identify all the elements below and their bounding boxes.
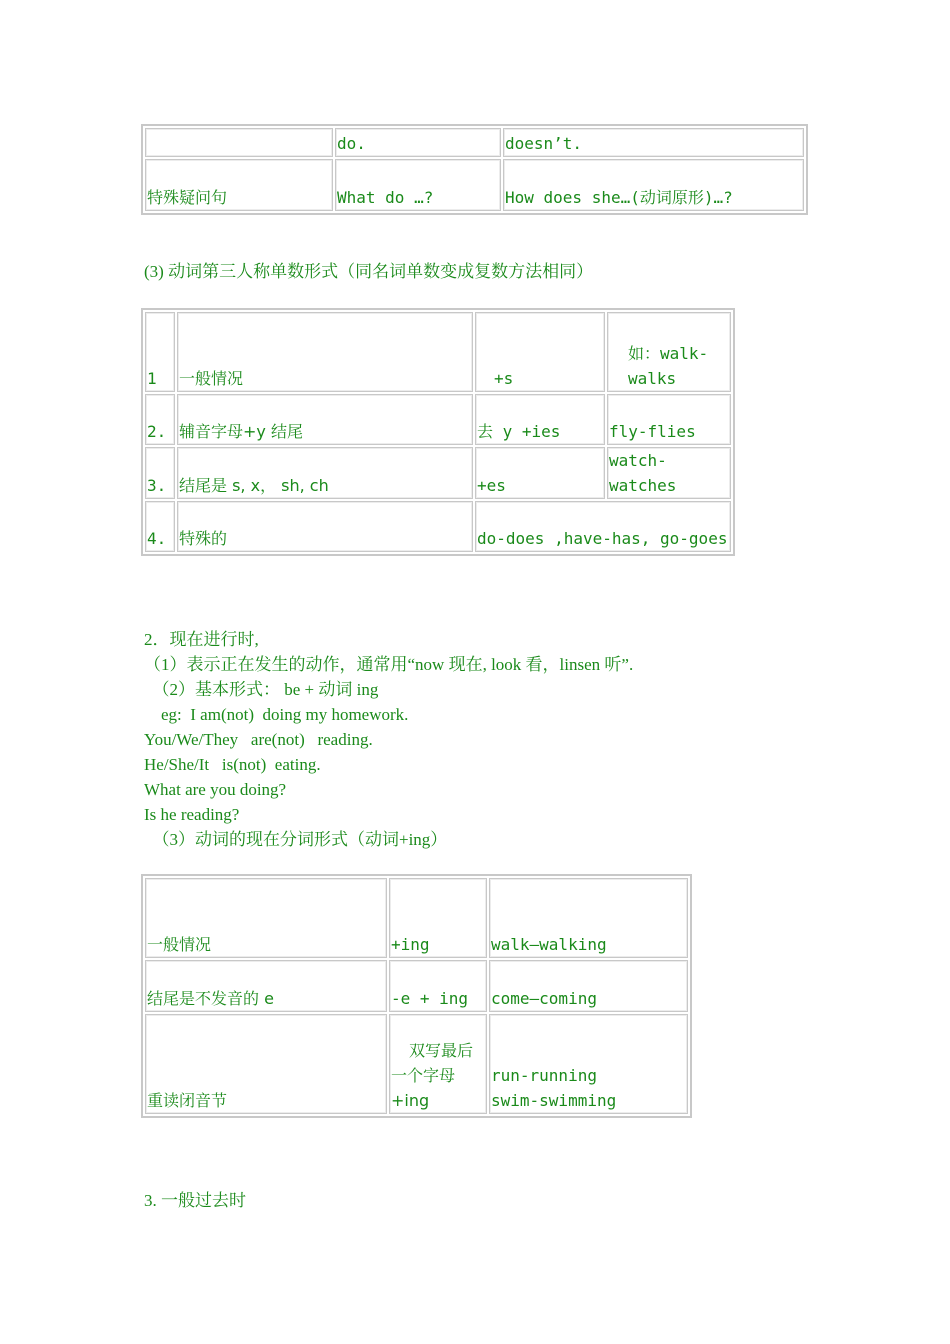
table-cell: How does she…(动词原形)…? (503, 159, 804, 211)
table-cell: 辅音字母+y 结尾 (177, 394, 473, 445)
table-cell: 1 (145, 312, 175, 392)
table-row (145, 447, 731, 499)
table-cell: 结尾是不发音的 e (145, 960, 387, 1012)
table-cell: -e + ing (389, 960, 487, 1012)
table-cell: doesn’t. (503, 128, 804, 157)
table-cell: do-does ,have-has, go-goes (475, 501, 731, 552)
table-cell (145, 128, 333, 157)
table-cell: 2. (145, 394, 175, 445)
table-cell: 一般情况 (177, 312, 473, 392)
table-row (145, 501, 731, 552)
text-line: Is he reading? (144, 805, 240, 824)
table-row (145, 159, 804, 211)
table-cell: 3. (145, 447, 175, 499)
table-cell: watch-watches (607, 447, 731, 499)
present-participle-table (141, 874, 692, 1118)
table-cell: fly-flies (607, 394, 731, 445)
table-cell: walk—walking (489, 878, 688, 958)
table-cell: run-running swim-swimming (489, 1014, 688, 1114)
text-line: He/She/It is(not) eating. (144, 755, 321, 774)
table-cell: 结尾是 s, x， sh, ch (177, 447, 473, 499)
question-form-table (141, 124, 808, 215)
text-line: eg: I am(not) doing my homework. (144, 705, 409, 724)
table-cell: 双写最后一个字母+ing (389, 1014, 487, 1114)
text-line: （1）表示正在发生的动作，通常用“now 现在, look 看，linsen 听”. (144, 655, 634, 674)
section-title: 3. 一般过去时 (144, 1191, 246, 1210)
text-line: （2）基本形式： be + 动词 ing (144, 680, 379, 699)
table-cell: +es (475, 447, 605, 499)
table-row (145, 1014, 688, 1114)
table-row (145, 394, 731, 445)
table-cell: come—coming (489, 960, 688, 1012)
table-cell: +s (475, 312, 605, 392)
table-cell: 重读闭音节 (145, 1014, 387, 1114)
section-title: 2．现在进行时, (144, 630, 259, 649)
third-person-singular-table (141, 308, 735, 556)
table-cell: 去 y +ies (475, 394, 605, 445)
table-cell: 特殊的 (177, 501, 473, 552)
table-cell: +ing (389, 878, 487, 958)
section-heading: (3) 动词第三人称单数形式（同名词单数变成复数方法相同） (144, 262, 594, 281)
table-cell: What do …? (335, 159, 501, 211)
table-row (145, 878, 688, 958)
table-cell: 特殊疑问句 (145, 159, 333, 211)
table-row (145, 960, 688, 1012)
table-row (145, 128, 804, 157)
table-cell: do. (335, 128, 501, 157)
table-row (145, 312, 731, 392)
text-line: You/We/They are(not) reading. (144, 730, 373, 749)
table-cell: 一般情况 (145, 878, 387, 958)
text-line: What are you doing? (144, 780, 287, 799)
text-line: （3）动词的现在分词形式（动词+ing） (144, 830, 448, 849)
table-cell: 4. (145, 501, 175, 552)
table-cell: 如：walk-walks (607, 312, 731, 392)
